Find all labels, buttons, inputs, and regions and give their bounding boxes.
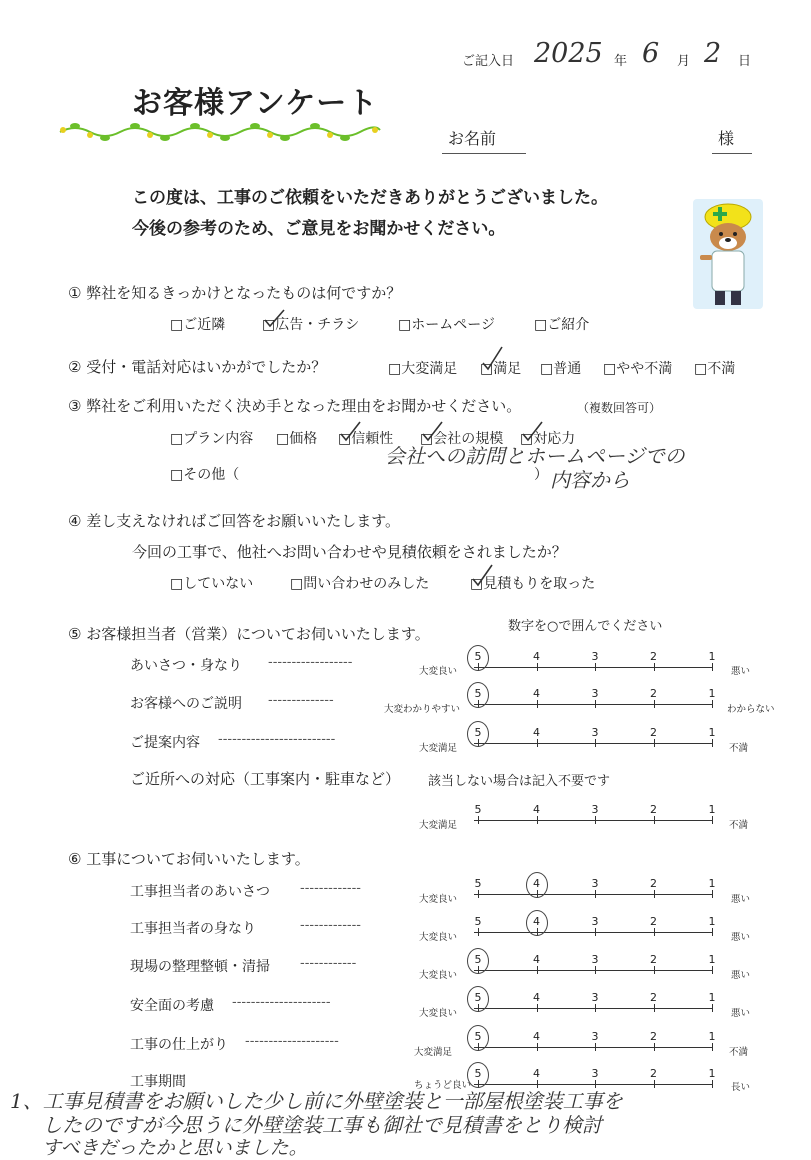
name-underline-2 <box>712 153 752 154</box>
scale-tick <box>595 966 596 974</box>
scale-number[interactable]: 1 <box>708 877 716 890</box>
q5-hint: 数字を○で囲んでください <box>508 619 663 634</box>
scale-number[interactable]: 4 <box>533 1030 540 1043</box>
q1-option-referral[interactable]: □ご紹介 <box>534 317 590 333</box>
scale-line <box>474 820 712 821</box>
scale-line <box>474 1008 712 1009</box>
checkmark-icon <box>262 308 286 330</box>
scale-line <box>474 667 712 668</box>
q6-row-label: 現場の整理整頓・清掃 <box>130 959 270 975</box>
scale-tick <box>595 739 596 747</box>
scale-tick <box>595 700 596 708</box>
scale-left-label: 大変わかりやすい <box>384 704 461 715</box>
scale-tick <box>654 816 655 824</box>
scale-tick <box>595 1004 596 1012</box>
q2-option-normal[interactable]: □普通 <box>540 361 582 377</box>
q2-option-satisfied[interactable]: □満足 <box>480 361 522 377</box>
scale-left-label: 大変満足 <box>414 1047 453 1058</box>
scale-tick <box>595 816 596 824</box>
date-month: 6 <box>642 38 660 69</box>
scale-tick <box>654 739 655 747</box>
scale-number[interactable]: 2 <box>650 877 657 890</box>
q4-option-got-estimate[interactable]: □見積もりを取った <box>470 576 596 592</box>
q6-row-dashes: ------------- <box>300 918 361 933</box>
scale-right-label: 悪い <box>731 894 751 905</box>
rating-scale[interactable] <box>474 991 714 1015</box>
scale-number[interactable]: 5 <box>474 915 482 928</box>
rating-scale[interactable] <box>474 877 714 901</box>
rating-scale[interactable] <box>474 953 714 977</box>
scale-tick <box>478 928 479 936</box>
scale-number[interactable]: 3 <box>591 726 599 739</box>
q3-option-responsiveness[interactable]: □対応力 <box>520 431 576 447</box>
q3-handwritten-line-2: 内容から <box>550 468 630 492</box>
checkmark-icon <box>470 563 494 589</box>
scale-number[interactable]: 1 <box>708 803 716 816</box>
scale-tick <box>478 890 479 898</box>
date-day: 2 <box>704 38 722 69</box>
scale-number[interactable]: 2 <box>650 1030 657 1043</box>
q6-row-dashes: -------------------- <box>245 1034 339 1049</box>
scale-tick <box>537 663 538 671</box>
scale-right-label: 不満 <box>729 820 749 831</box>
scale-number[interactable]: 3 <box>591 915 599 928</box>
scale-number[interactable]: 1 <box>708 1067 716 1080</box>
q3-other-close: ） <box>534 467 548 483</box>
year-unit: 年 <box>614 54 628 69</box>
scale-line <box>474 704 712 705</box>
scale-number[interactable]: 3 <box>591 650 599 663</box>
scale-number[interactable]: 4 <box>533 991 540 1004</box>
selected-rating-circle <box>467 682 489 708</box>
scale-tick <box>712 928 713 936</box>
scale-line <box>474 970 712 971</box>
date-year: 2025 <box>534 38 603 69</box>
scale-number[interactable]: 2 <box>650 687 657 700</box>
scale-tick <box>537 1043 538 1051</box>
scale-right-label: 悪い <box>731 970 751 981</box>
scale-number[interactable]: 2 <box>650 803 657 816</box>
q6-row-label: 工事担当者のあいさつ <box>130 884 270 900</box>
comment-line-3: すべきだったかと思いました。 <box>42 1137 308 1159</box>
scale-number[interactable]: 5 <box>474 1067 482 1080</box>
scale-right-label: 長い <box>731 1082 751 1093</box>
scale-number[interactable]: 3 <box>591 877 599 890</box>
scale-number[interactable]: 2 <box>650 991 657 1004</box>
scale-tick <box>537 966 538 974</box>
scale-tick <box>712 1004 713 1012</box>
q4-option-none[interactable]: □していない <box>170 576 254 592</box>
scale-right-label: 悪い <box>731 932 751 943</box>
scale-number[interactable]: 1 <box>708 915 716 928</box>
scale-number[interactable]: 5 <box>474 1030 482 1043</box>
day-unit: 日 <box>738 54 752 69</box>
comment-line-2: したのですが今思うに外壁塗装工事も御社で見積書をとり検討 <box>42 1113 602 1137</box>
scale-line <box>474 743 712 744</box>
q2-option-very-satisfied[interactable]: □大変満足 <box>388 361 458 377</box>
scale-tick <box>712 966 713 974</box>
scale-tick <box>654 663 655 671</box>
scale-left-label: 大変良い <box>419 666 458 677</box>
scale-left-label: 大変良い <box>419 970 458 981</box>
q6-row-label: 安全面の考慮 <box>130 998 214 1014</box>
rating-scale[interactable] <box>474 915 714 939</box>
q2-option-somewhat-dissatisfied[interactable]: □やや不満 <box>603 361 673 377</box>
q6-row-dashes: ------------- <box>300 881 361 896</box>
scale-number[interactable]: 5 <box>474 877 482 890</box>
rating-scale[interactable] <box>474 726 714 750</box>
scale-number[interactable]: 5 <box>474 803 482 816</box>
scale-left-label: 大変良い <box>419 894 458 905</box>
scale-left-label: 大変良い <box>419 1008 458 1019</box>
q6-row-dashes: ------------ <box>300 956 357 971</box>
rating-scale[interactable] <box>474 687 714 711</box>
scale-number[interactable]: 1 <box>708 953 716 966</box>
scale-number[interactable]: 2 <box>650 726 657 739</box>
scale-number[interactable]: 5 <box>474 953 482 966</box>
scale-tick <box>537 816 538 824</box>
scale-tick <box>712 1043 713 1051</box>
selected-rating-circle <box>526 872 548 898</box>
scale-number[interactable]: 3 <box>591 1030 599 1043</box>
scale-tick <box>654 928 655 936</box>
scale-number[interactable]: 1 <box>708 991 716 1004</box>
scale-tick <box>712 739 713 747</box>
scale-number[interactable]: 3 <box>591 803 599 816</box>
q2-question: ② 受付・電話対応はいかがでしたか？ <box>68 358 327 376</box>
scale-tick <box>712 663 713 671</box>
scale-tick <box>712 700 713 708</box>
scale-tick <box>654 966 655 974</box>
scale-line <box>474 894 712 895</box>
scale-number[interactable]: 4 <box>533 650 540 663</box>
q2-option-dissatisfied[interactable]: □不満 <box>694 361 736 377</box>
q5-nearby-note: 該当しない場合は記入不要です <box>428 774 611 789</box>
scale-tick <box>595 663 596 671</box>
scale-tick <box>654 1004 655 1012</box>
scale-right-label: 悪い <box>731 666 751 677</box>
scale-left-label: ちょうど良い <box>414 1080 472 1091</box>
scale-tick <box>595 890 596 898</box>
q5-row-dashes: ------------------ <box>268 655 353 670</box>
scale-number[interactable]: 3 <box>591 687 599 700</box>
scale-left-label: 大変満足 <box>419 743 458 754</box>
scale-number[interactable]: 4 <box>533 915 540 928</box>
page-title: お客様アンケート <box>132 86 379 121</box>
month-unit: 月 <box>677 54 691 69</box>
scale-right-label: わからない <box>727 704 775 715</box>
q3-note: （複数回答可） <box>577 401 662 415</box>
q5-row-label: お客様へのご説明 <box>130 696 242 712</box>
scale-left-label: 大変満足 <box>419 820 458 831</box>
checkmark-icon <box>338 420 362 444</box>
q6-row-label: 工事の仕上がり <box>130 1037 228 1053</box>
q1-option-flyer[interactable]: □広告・チラシ <box>262 317 360 333</box>
q6-question: ⑥ 工事についてお伺いいたします。 <box>68 850 310 868</box>
scale-tick <box>537 1004 538 1012</box>
scale-number[interactable]: 2 <box>650 915 657 928</box>
comment-line-1: 1、工事見積書をお願いした少し前に外壁塗装と一部屋根塗装工事を <box>10 1089 623 1113</box>
q6-row-dashes: --------------------- <box>232 995 331 1010</box>
scale-line <box>474 932 712 933</box>
scale-number[interactable]: 2 <box>650 650 657 663</box>
q3-option-trust[interactable]: □信頼性 <box>338 431 394 447</box>
scale-number[interactable]: 5 <box>474 726 482 739</box>
q1-option-homepage[interactable]: □ホームページ <box>398 317 495 333</box>
scale-tick <box>654 1043 655 1051</box>
honorific: 様 <box>718 129 735 148</box>
rating-scale[interactable] <box>474 1030 714 1054</box>
selected-rating-circle <box>467 721 489 747</box>
scale-tick <box>654 890 655 898</box>
q5-question: ⑤ お客様担当者（営業）についてお伺いいたします。 <box>68 625 430 643</box>
q6-row-label: 工事期間 <box>130 1074 186 1090</box>
scale-number[interactable]: 1 <box>708 687 716 700</box>
mascot-dog-illustration <box>688 193 768 313</box>
selected-rating-circle <box>467 948 489 974</box>
scale-tick <box>537 739 538 747</box>
scale-tick <box>478 816 479 824</box>
scale-right-label: 不満 <box>729 1047 749 1058</box>
q5-row-label: ご提案内容 <box>130 735 200 751</box>
scale-number[interactable]: 4 <box>533 877 540 890</box>
q3-option-other[interactable]: □その他（ <box>170 467 240 483</box>
scale-number[interactable]: 3 <box>591 953 599 966</box>
scale-left-label: 大変良い <box>419 932 458 943</box>
selected-rating-circle <box>467 1025 489 1051</box>
q4-subquestion: 今回の工事で、他社へお問い合わせや見積依頼をされましたか？ <box>132 543 567 561</box>
scale-tick <box>712 1080 713 1088</box>
scale-tick <box>712 816 713 824</box>
scale-number[interactable]: 2 <box>650 1067 657 1080</box>
rating-scale[interactable] <box>474 650 714 674</box>
scale-number[interactable]: 1 <box>708 726 716 739</box>
scale-number[interactable]: 4 <box>533 687 540 700</box>
scale-number[interactable]: 4 <box>533 953 540 966</box>
scale-right-label: 悪い <box>731 1008 751 1019</box>
intro-line-1: この度は、工事のご依頼をいただきありがとうございました。 <box>132 188 608 208</box>
q5-row-dashes: ------------------------- <box>218 732 336 747</box>
selected-rating-circle <box>526 910 548 936</box>
q3-question: ③ 弊社をご利用いただく決め手となった理由をお聞かせください。 <box>68 397 522 415</box>
selected-rating-circle <box>467 986 489 1012</box>
name-underline-1 <box>442 153 526 154</box>
q4-option-inquiry-only[interactable]: □問い合わせのみした <box>290 576 430 592</box>
intro-line-2: 今後の参考のため、ご意見をお聞かせください。 <box>132 219 506 239</box>
scale-number[interactable]: 2 <box>650 953 657 966</box>
q5-row-dashes: -------------- <box>268 693 334 708</box>
scale-tick <box>712 890 713 898</box>
checkmark-icon <box>480 345 504 373</box>
scale-number[interactable]: 4 <box>533 803 540 816</box>
q3-option-plan[interactable]: □プラン内容 <box>170 431 254 447</box>
scale-number[interactable]: 4 <box>533 1067 540 1080</box>
scale-number[interactable]: 1 <box>708 1030 716 1043</box>
vine-decoration <box>55 118 385 144</box>
scale-tick <box>654 700 655 708</box>
scale-number[interactable]: 3 <box>591 991 599 1004</box>
date-label: ご記入日 <box>462 54 515 69</box>
q3-option-company-size[interactable]: □会社の規模 <box>420 431 504 447</box>
scale-number[interactable]: 5 <box>474 991 482 1004</box>
scale-number[interactable]: 1 <box>708 650 716 663</box>
scale-line <box>474 1047 712 1048</box>
q3-handwritten-line-1: 会社への訪問とホームページでの <box>385 444 685 468</box>
q6-row-label: 工事担当者の身なり <box>130 921 256 937</box>
scale-number[interactable]: 5 <box>474 650 482 663</box>
q5-nearby-label: ご近所への対応（工事案内・駐車など） <box>130 770 401 788</box>
scale-right-label: 不満 <box>729 743 749 754</box>
scale-tick <box>595 928 596 936</box>
scale-number[interactable]: 5 <box>474 687 482 700</box>
q1-option-neighbor[interactable]: □ご近隣 <box>170 317 226 333</box>
scale-number[interactable]: 3 <box>591 1067 599 1080</box>
rating-scale[interactable] <box>474 803 714 827</box>
scale-tick <box>595 1043 596 1051</box>
q1-question: ① 弊社を知るきっかけとなったものは何ですか？ <box>68 284 402 302</box>
name-label: お名前 <box>448 129 497 148</box>
scale-tick <box>654 1080 655 1088</box>
q3-option-price[interactable]: □価格 <box>276 431 318 447</box>
selected-rating-circle <box>467 645 489 671</box>
scale-number[interactable]: 4 <box>533 726 540 739</box>
q5-row-label: あいさつ・身なり <box>130 658 242 674</box>
q4-question: ④ 差し支えなければご回答をお願いいたします。 <box>68 512 401 530</box>
scale-tick <box>537 700 538 708</box>
